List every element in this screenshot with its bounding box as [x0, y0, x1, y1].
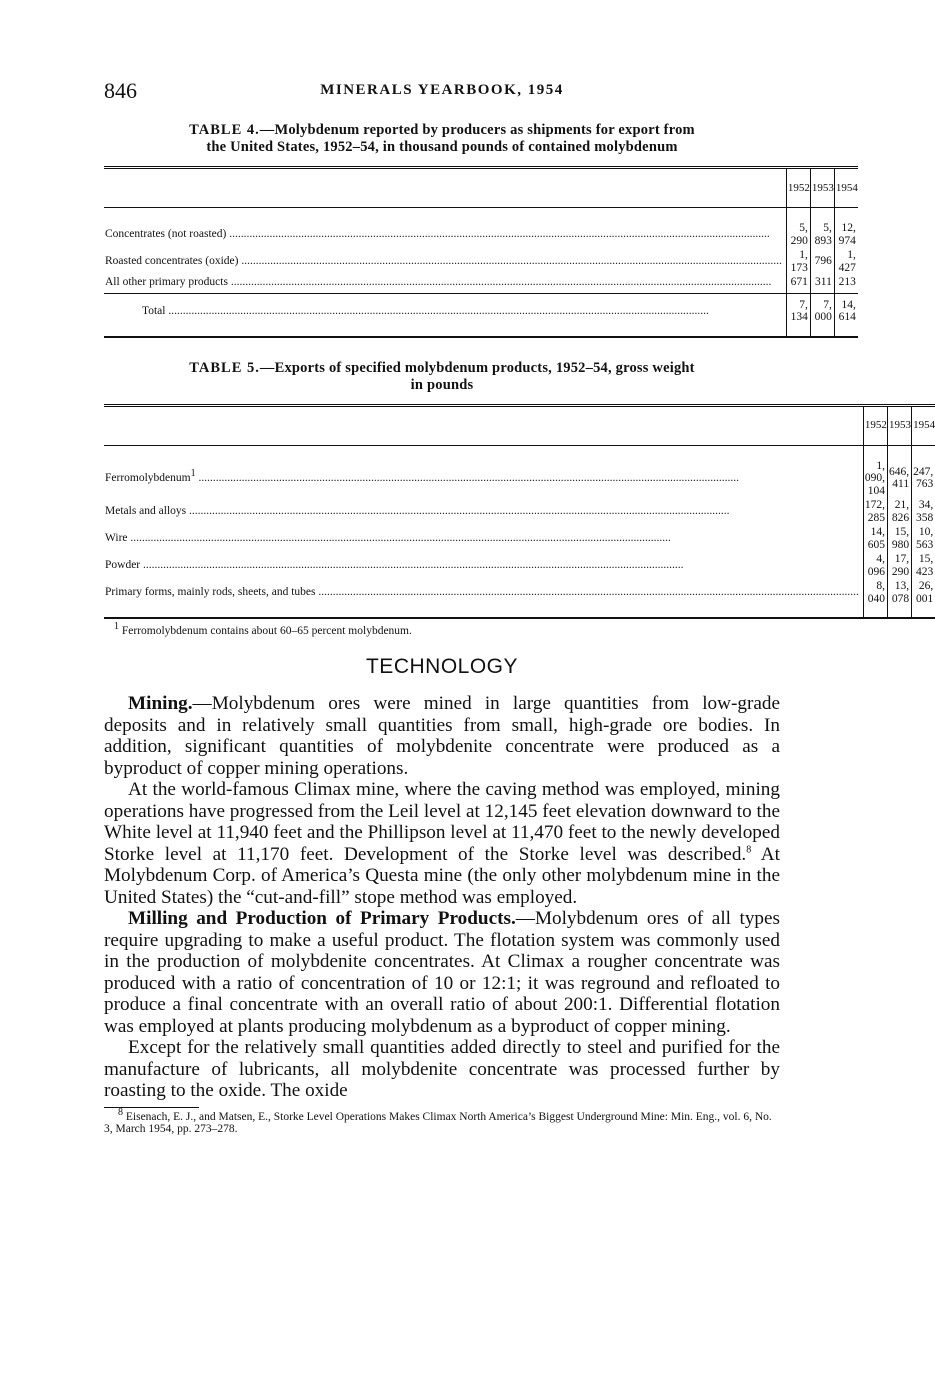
- cell: 14, 605: [863, 525, 887, 552]
- row-label: Primary forms, mainly rods, sheets, and tubes .....: [104, 579, 863, 618]
- page-header: [104, 78, 780, 110]
- cell: 5, 893: [810, 208, 834, 249]
- cell: 21, 826: [887, 498, 911, 525]
- table5-caption-line1: —Exports of specified molybdenum products, 1952–54, gross weight: [259, 359, 695, 376]
- table4-caption-line1: —Molybdenum reported by producers as shipments for export from: [259, 122, 695, 138]
- section-title: TECHNOLOGY: [365, 655, 519, 678]
- row-label: Metals and alloys .....: [104, 498, 863, 525]
- page: [104, 78, 935, 1136]
- run-in-heading: Mining.: [128, 693, 193, 714]
- cell: 213: [834, 275, 858, 293]
- cell: 7, 000: [810, 293, 834, 337]
- cell: 311: [810, 275, 834, 293]
- cell: 671: [786, 275, 810, 293]
- cell: 7, 134: [786, 293, 810, 337]
- paragraph-mining: [104, 693, 780, 779]
- table5-label: TABLE 5.: [189, 359, 260, 376]
- cell: 8, 040: [863, 579, 887, 618]
- cell: 10, 563: [912, 525, 935, 552]
- cell: 15, 423: [912, 552, 935, 579]
- table4-total-row: [104, 293, 858, 337]
- table5-footnote-text: Ferromolybdenum contains about 60–65 percent molybdenum.: [119, 625, 412, 637]
- table4-col-1952: 1952: [786, 169, 810, 208]
- table5: [104, 404, 935, 620]
- footnote-8: [104, 1106, 780, 1136]
- cell: 13, 078: [887, 579, 911, 618]
- cell: 796: [810, 248, 834, 275]
- paragraph-text: —Molybdenum ores of all types require upgrading to make a useful product. The flotation system was commonly used in the production of molybdenite concentrates. At Climax a rougher concentrate was produced with a ratio of concentration of 10 or 12:1; it was reground and refloated to produce a final concentrate with an overall ratio of about 200:1. Differential flotation was employed at plants producing molybdenum as a byproduct of copper mining.: [104, 908, 780, 1037]
- cell: 5, 290: [786, 208, 810, 249]
- total-label: Total .....: [104, 293, 786, 337]
- running-title: MINERALS YEARBOOK, 1954: [320, 82, 564, 98]
- cell: 12, 974: [834, 208, 858, 249]
- cell: 1, 090, 104: [863, 445, 887, 498]
- table-row: [104, 552, 935, 579]
- table5-col-1953: 1953: [887, 407, 911, 446]
- table-row: [104, 445, 935, 498]
- row-label: Powder .....: [104, 552, 863, 579]
- table4-header-row: [104, 169, 858, 208]
- cell: 26, 001: [912, 579, 935, 618]
- row-label: Wire .....: [104, 525, 863, 552]
- footnote-ref: 8: [746, 844, 752, 856]
- cell: 1, 173: [786, 248, 810, 275]
- table-row: [104, 248, 858, 275]
- row-label: Roasted concentrates (oxide) .....: [104, 248, 786, 275]
- table4-label: TABLE 4.: [189, 122, 260, 138]
- cell: 172, 285: [863, 498, 887, 525]
- footnote-mark: 1: [190, 468, 196, 480]
- table4-col-1953: 1953: [810, 169, 834, 208]
- footnote-mark: 8: [118, 1106, 123, 1118]
- table4-caption: [104, 122, 780, 156]
- paragraph-milling: [104, 908, 780, 1037]
- paragraph-text: —Molybdenum ores were mined in large quantities from low-grade deposits and in relatively small quantities from small, high-grade ore bodies. In addition, significant quantities of molybdenite concentrate were produced as a byproduct of copper mining operations.: [104, 693, 780, 779]
- table4-caption-line2: the United States, 1952–54, in thousand pounds of contained molybdenum: [206, 139, 678, 155]
- table4: [104, 166, 858, 338]
- paragraph-roasting: Except for the relatively small quantities added directly to steel and purified for the manufacture of lubricants, all molybdenite concentrate was processed further by roasting to the oxide. The oxide: [104, 1037, 780, 1101]
- table5-header-row: [104, 407, 935, 446]
- row-label: [104, 445, 863, 498]
- table-row: [104, 208, 858, 249]
- page-number: 846: [104, 78, 137, 103]
- cell: 14, 614: [834, 293, 858, 337]
- paragraph-climax: [104, 779, 780, 908]
- cell: 4, 096: [863, 552, 887, 579]
- cell: 247, 763: [912, 445, 935, 498]
- row-label-text: Ferromolybdenum: [105, 472, 191, 484]
- paragraph-text: At the world-famous Climax mine, where the caving method was employed, mining operations have progressed from the Leil level at 12,145 feet elevation downward to the White level at 11,940 feet and the Phillipson level at 11,470 feet to the newly developed Storke level at 11,170 feet. Development of the Storke level was described.: [104, 779, 780, 865]
- footnote-text: Eisenach, E. J., and Matsen, E., Storke Level Operations Makes Climax North America’s Biggest Underground Mine: Min. Eng., vol. 6, No. 3, March 1954, pp. 273–278.: [104, 1110, 772, 1135]
- table5-col-1952: 1952: [863, 407, 887, 446]
- cell: 17, 290: [887, 552, 911, 579]
- footnote-mark: 1: [114, 621, 119, 633]
- table-row: [104, 498, 935, 525]
- cell: 1, 427: [834, 248, 858, 275]
- table-row: [104, 525, 935, 552]
- table-row: [104, 579, 935, 618]
- table5-col-1954: 1954: [912, 407, 935, 446]
- run-in-heading: Milling and Production of Primary Products.: [128, 908, 516, 929]
- table5-caption-line2: in pounds: [410, 376, 474, 393]
- cell: 34, 358: [912, 498, 935, 525]
- table4-col-1954: 1954: [834, 169, 858, 208]
- paragraph-text: At Molybdenum Corp. of America’s Questa mine (the only other molybdenum mine in the United States) the “cut-and-fill” stope method was employed.: [104, 843, 780, 908]
- row-label: All other primary products .....: [104, 275, 786, 293]
- row-label: Concentrates (not roasted) .....: [104, 208, 786, 249]
- table-row: [104, 275, 858, 293]
- table5-caption: [104, 360, 780, 394]
- cell: 15, 980: [887, 525, 911, 552]
- cell: 646, 411: [887, 445, 911, 498]
- table5-footnote: [104, 621, 780, 637]
